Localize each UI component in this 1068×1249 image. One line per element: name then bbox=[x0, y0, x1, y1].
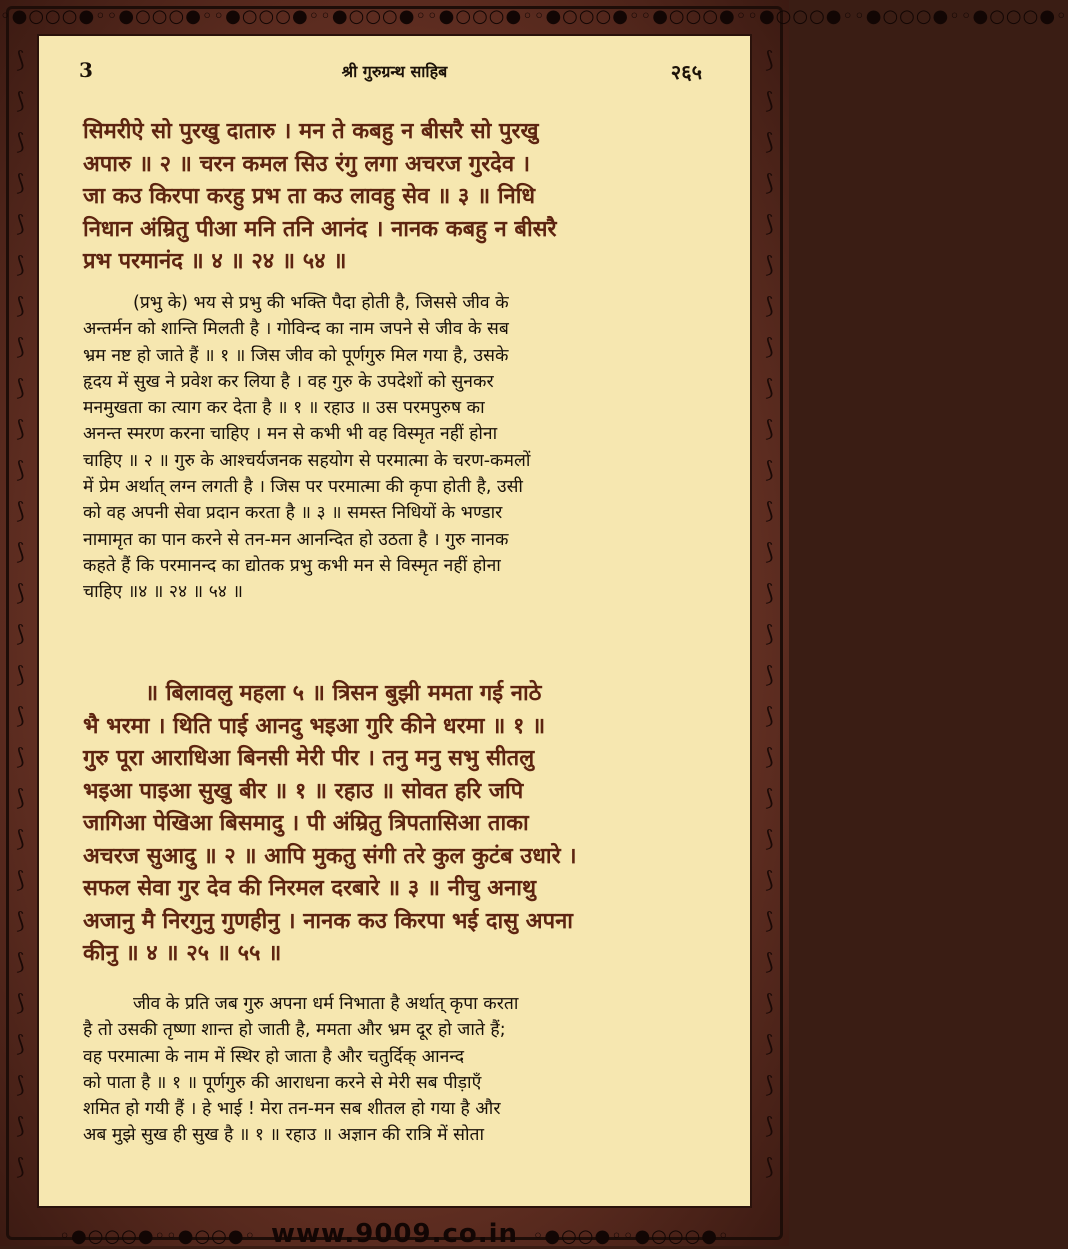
gloss-block-1 bbox=[83, 290, 729, 606]
verse-line: ॥ बिलावलु महला ५ ॥ त्रिसन बुझी ममता गई नाठे bbox=[145, 681, 542, 706]
page-header bbox=[39, 58, 750, 88]
gloss-line: को पाता है ॥ १ ॥ पूर्णगुरु की आराधना करने से मेरी सब पीड़ाएँ bbox=[83, 1072, 482, 1093]
page-number-hindi: २६५ bbox=[670, 60, 702, 84]
frame-right-ornament: ⟆ ⟆ ⟆ ⟆ ⟆ ⟆ ⟆ ⟆ ⟆ ⟆ ⟆ ⟆ ⟆ ⟆ ⟆ ⟆ ⟆ ⟆ ⟆ ⟆ ⟆ ⟆ ⟆ ⟆ ⟆ ⟆ ⟆ ⟆ bbox=[764, 48, 774, 1180]
verse-line: जा कउ किरपा करहु प्रभ ता कउ लावहु सेव ॥ ३ ॥ निधि bbox=[83, 184, 535, 209]
gloss-line: अन्तर्मन को शान्ति मिलती है । गोविन्द का नाम जपने से जीव के सब bbox=[83, 319, 509, 340]
frame-top-ornament: ◦●○○○●◦◦●○○○●◦◦●○○○●◦◦●○○○●◦◦●○○○●◦◦●○○○●◦◦●○○○●◦◦●○○○●◦◦●○○○●◦◦●○○○●◦ bbox=[0, 6, 1068, 27]
gloss-line: मनमुखता का त्याग कर देता है ॥ १ ॥ रहाउ ॥ उस परमपुरुष का bbox=[83, 398, 485, 419]
frame-bottom-bar bbox=[0, 1219, 789, 1249]
gloss-line: अब मुझे सुख ही सुख है ॥ १ ॥ रहाउ ॥ अज्ञान की रात्रि में सोता bbox=[83, 1125, 485, 1146]
gloss-line: अनन्त स्मरण करना चाहिए । मन से कभी भी वह विस्मृत नहीं होना bbox=[83, 424, 498, 445]
verse-line: प्रभ परमानंद ॥ ४ ॥ २४ ॥ ५४ ॥ bbox=[83, 249, 347, 274]
verse-line: अचरज सुआदु ॥ २ ॥ आपि मुकतु संगी तरे कुल कुटंब उधारे । bbox=[83, 843, 577, 869]
verse-line: सफल सेवा गुर देव की निरमल दरबारे ॥ ३ ॥ नीचु अनाथु bbox=[83, 876, 537, 901]
verse-line: कीनु ॥ ४ ॥ २५ ॥ ५५ ॥ bbox=[83, 941, 282, 966]
gloss-line: को वह अपनी सेवा प्रदान करता है ॥ ३ ॥ समस्त निधियों के भण्डार bbox=[83, 503, 503, 524]
verse-block-2 bbox=[83, 678, 729, 971]
gloss-line: कहते हैं कि परमानन्द का द्योतक प्रभु कभी मन से विस्मृत नहीं होना bbox=[83, 555, 501, 576]
gloss-line: भ्रम नष्ट हो जाते हैं ॥ १ ॥ जिस जीव को पूर्णगुरु मिल गया है, उसके bbox=[83, 345, 509, 366]
gloss-line: जीव के प्रति जब गुरु अपना धर्म निभाता है अर्थात् कृपा करता bbox=[133, 994, 519, 1014]
book-title: श्री गुरुग्रन्थ साहिब bbox=[341, 62, 448, 81]
verse-line: जागिआ पेखिआ बिसमादु । पी अंम्रितु त्रिपतासिआ ताका bbox=[83, 811, 529, 836]
verse-line: अजानु मै निरगुनु गुणहीनु । नानक कउ किरपा भई दासु अपना bbox=[83, 908, 573, 934]
verse-line: सिमरीऐ सो पुरखु दातारु । मन ते कबहु न बीसरै सो पुरखु bbox=[83, 119, 539, 144]
verse-line: निधान अंम्रितु पीआ मनि तनि आनंद । नानक कबहु न बीसरै bbox=[83, 216, 557, 242]
page-number: 3 bbox=[79, 58, 93, 82]
gloss-line: हृदय में सुख ने प्रवेश कर लिया है । वह गुरु के उपदेशों को सुनकर bbox=[83, 371, 494, 392]
footer-ornament-right: ◦●○○●◦◦●○○○●◦ bbox=[532, 1226, 730, 1247]
verse-line: भइआ पाइआ सुखु बीर ॥ १ ॥ रहाउ ॥ सोवत हरि जपि bbox=[83, 778, 524, 804]
gloss-line: है तो उसकी तृष्णा शान्त हो जाती है, ममता और भ्रम दूर हो जाते हैं; bbox=[83, 1020, 506, 1041]
gloss-line: (प्रभु के) भय से प्रभु की भक्ति पैदा होती है, जिससे जीव के bbox=[133, 293, 509, 313]
gloss-line: चाहिए ॥४ ॥ २४ ॥ ५४ ॥ bbox=[83, 582, 243, 603]
gloss-block-2 bbox=[83, 991, 729, 1149]
gloss-line: नामामृत का पान करने से तन-मन आनन्दित हो उठता है । गुरु नानक bbox=[83, 529, 509, 550]
footer-url: www.9009.co.in bbox=[270, 1219, 519, 1249]
gloss-line: शमित हो गयी हैं । हे भाई ! मेरा तन-मन सब शीतल हो गया है और bbox=[83, 1099, 501, 1120]
verse-block-1 bbox=[83, 116, 729, 279]
scripture-page bbox=[37, 34, 752, 1208]
footer-ornament-left: ◦●○○○●◦◦●○○●◦ bbox=[59, 1226, 257, 1247]
gloss-line: चाहिए ॥ २ ॥ गुरु के आश्चर्यजनक सहयोग से परमात्मा के चरण-कमलों bbox=[83, 450, 531, 471]
verse-line: गुरु पूरा आराधिआ बिनसी मेरी पीर । तनु मनु सभु सीतलु bbox=[83, 746, 535, 771]
verse-line: अपारु ॥ २ ॥ चरन कमल सिउ रंगु लगा अचरज गुरदेव । bbox=[83, 151, 531, 177]
gloss-line: वह परमात्मा के नाम में स्थिर हो जाता है और चतुर्दिक् आनन्द bbox=[83, 1046, 465, 1067]
gloss-line: में प्रेम अर्थात् लग्न लगती है । जिस पर परमात्मा की कृपा होती है, उसी bbox=[83, 477, 523, 498]
frame-left-ornament: ⟆ ⟆ ⟆ ⟆ ⟆ ⟆ ⟆ ⟆ ⟆ ⟆ ⟆ ⟆ ⟆ ⟆ ⟆ ⟆ ⟆ ⟆ ⟆ ⟆ ⟆ ⟆ ⟆ ⟆ ⟆ ⟆ ⟆ ⟆ bbox=[15, 48, 25, 1180]
verse-line: भै भरमा । थिति पाई आनदु भइआ गुरि कीने धरमा ॥ १ ॥ bbox=[83, 713, 546, 739]
